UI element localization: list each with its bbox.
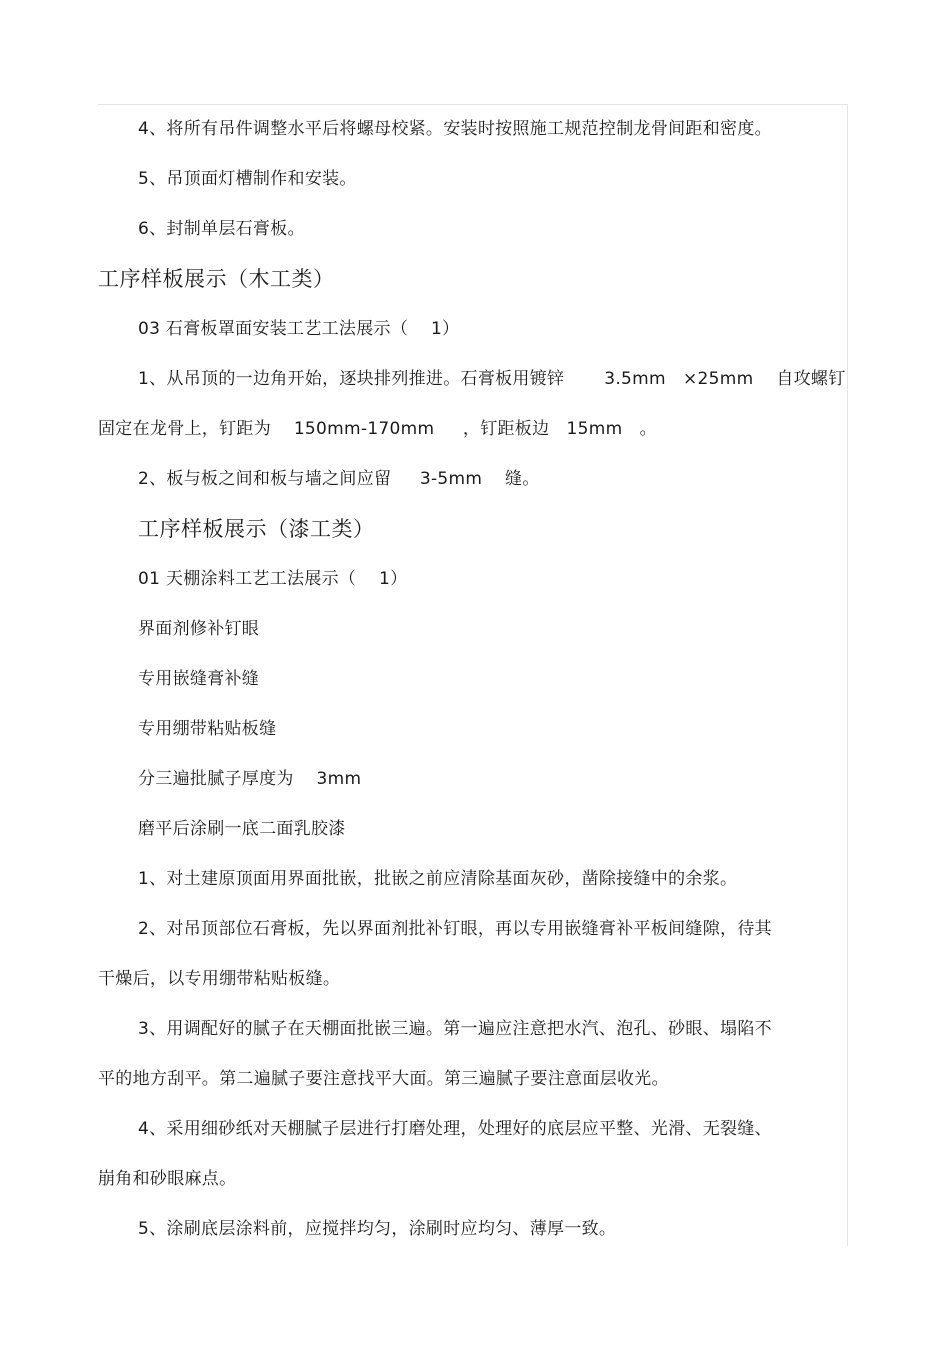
paragraph-paint-step-4b: 崩角和砂眼麻点。: [98, 1169, 237, 1189]
paragraph-step-4-leveling: 4、将所有吊件调整水平后将螺母校紧。安装时按照施工规范控制龙骨间距和密度。: [138, 119, 772, 139]
list-item-joint-compound: 专用嵌缝膏补缝: [138, 669, 260, 689]
paragraph-gypsum-step-1b: 固定在龙骨上，钉距为 150mm-170mm ，钉距板边 15mm 。: [98, 419, 657, 439]
list-item-latex-paint: 磨平后涂刷一底二面乳胶漆: [138, 819, 346, 839]
paragraph-gypsum-step-1a: 1、从吊顶的一边角开始，逐块排列推进。石膏板用镀锌 3.5mm ×25mm 自攻螺钉: [138, 369, 846, 389]
subheading-gypsum-install: 03 石膏板罩面安装工艺工法展示（ 1）: [138, 319, 460, 339]
page-frame-top-border: [98, 104, 848, 105]
paragraph-paint-step-3b: 平的地方刮平。第二遍腻子要注意找平大面。第三遍腻子要注意面层收光。: [98, 1069, 669, 1089]
section-heading-carpentry: 工序样板展示（木工类）: [98, 267, 335, 291]
section-heading-painting: 工序样板展示（漆工类）: [138, 517, 375, 541]
list-item-tape: 专用绷带粘贴板缝: [138, 719, 277, 739]
paragraph-step-5-light-trough: 5、吊顶面灯槽制作和安装。: [138, 169, 357, 189]
list-item-putty-thickness: 分三遍批腻子厚度为 3mm: [138, 769, 362, 789]
subheading-ceiling-paint: 01 天棚涂料工艺工法展示（ 1）: [138, 569, 408, 589]
paragraph-step-6-gypsum: 6、封制单层石膏板。: [138, 219, 305, 239]
paragraph-paint-step-3a: 3、用调配好的腻子在天棚面批嵌三遍。第一遍应注意把水汽、泡孔、砂眼、塌陷不: [138, 1019, 772, 1039]
paragraph-paint-step-2b: 干燥后，以专用绷带粘贴板缝。: [98, 969, 341, 989]
paragraph-gypsum-step-2: 2、板与板之间和板与墙之间应留 3-5mm 缝。: [138, 469, 540, 489]
list-item-interface-agent: 界面剂修补钉眼: [138, 619, 260, 639]
paragraph-paint-step-2a: 2、对吊顶部位石膏板，先以界面剂批补钉眼，再以专用嵌缝膏补平板间缝隙，待其: [138, 919, 772, 939]
page-frame-right-border: [847, 104, 848, 1246]
paragraph-paint-step-5: 5、涂刷底层涂料前，应搅拌均匀，涂刷时应均匀、薄厚一致。: [138, 1219, 617, 1239]
paragraph-paint-step-4a: 4、采用细砂纸对天棚腻子层进行打磨处理，处理好的底层应平整、光滑、无裂缝、: [138, 1119, 772, 1139]
paragraph-paint-step-1: 1、对土建原顶面用界面批嵌，批嵌之前应清除基面灰砂，凿除接缝中的余浆。: [138, 869, 738, 889]
